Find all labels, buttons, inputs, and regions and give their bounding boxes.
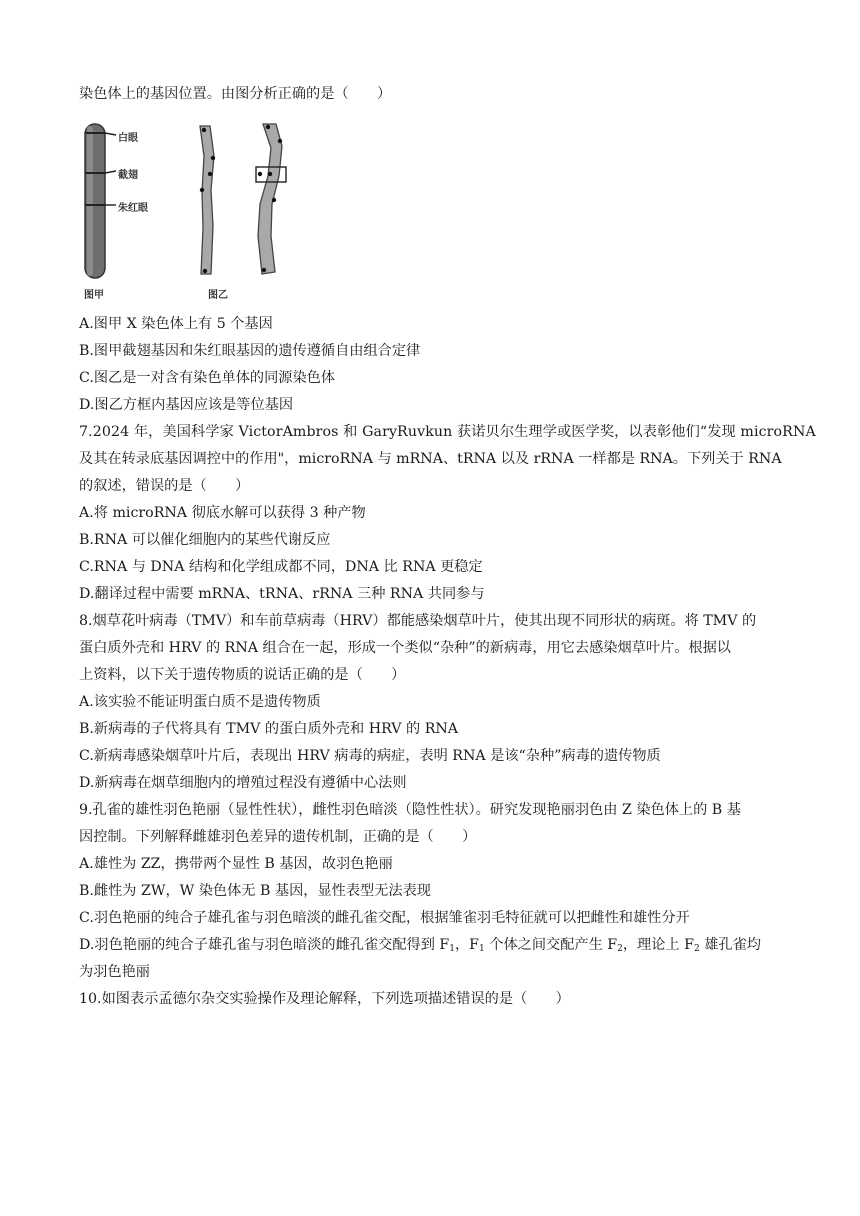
q9-stem-line-2: 因控制。下列解释雌雄羽色差异的遗传机制，正确的是（ ） <box>79 829 477 845</box>
q7-stem-line-2: 及其在转录底基因调控中的作用"，microRNA 与 mRNA、tRNA 以及 rRNA 一样都是 RNA。下列关于 RNA <box>79 451 782 467</box>
subscript-2: 2 <box>693 944 700 954</box>
q9-option-d-text-4: ，理论上 F <box>622 937 694 953</box>
q7-option-a: A.将 microRNA 彻底水解可以获得 3 种产物 <box>79 505 366 521</box>
chromosome-figure <box>78 116 298 302</box>
question-6-stem-end: 染色体上的基因位置。由图分析正确的是（ ） <box>79 86 392 102</box>
q9-option-d-text-2: ，F <box>454 937 480 953</box>
q9-option-d <box>79 935 761 959</box>
q8-stem-line-2: 蛋白质外壳和 HRV 的 RNA 组合在一起，形成一个类似“杂种”的新病毒，用它去感染烟草叶片。根据以 <box>79 640 731 656</box>
gene-label-vermilion-eye: 朱红眼 <box>118 203 148 214</box>
q6-option-a: A.图甲 X 染色体上有 5 个基因 <box>79 316 273 332</box>
subscript-1: 1 <box>479 944 485 954</box>
q8-stem-line-1: 8.烟草花叶病毒（TMV）和车前草病毒（HRV）都能感染烟草叶片，使其出现不同形状的病斑。将 TMV 的 <box>79 613 757 629</box>
q9-option-c: C.羽色艳丽的纯合子雄孔雀与羽色暗淡的雌孔雀交配，根据雏雀羽毛特征就可以把雌性和雄性分开 <box>79 910 690 926</box>
q8-option-a: A.该实验不能证明蛋白质不是遗传物质 <box>79 694 321 710</box>
q9-option-d-text-1: D.羽色艳丽的纯合子雄孔雀与羽色暗淡的雌孔雀交配得到 F <box>79 937 450 953</box>
q7-option-d: D.翻译过程中需要 mRNA、tRNA、rRNA 三种 RNA 共同参与 <box>79 586 485 602</box>
q9-stem-line-1: 9.孔雀的雄性羽色艳丽（显性性状），雌性羽色暗淡（隐性性状）。研究发现艳丽羽色由 Z 染色体上的 B 基 <box>79 802 741 818</box>
q7-option-c: C.RNA 与 DNA 结构和化学组成都不同，DNA 比 RNA 更稳定 <box>79 559 483 575</box>
q8-option-d: D.新病毒在烟草细胞内的增殖过程没有遵循中心法则 <box>79 775 407 791</box>
q8-stem-line-3: 上资料，以下关于遗传物质的说话正确的是（ ） <box>79 667 406 683</box>
subscript-1: 1 <box>449 944 455 954</box>
q9-option-b: B.雌性为 ZW，W 染色体无 B 基因，显性表型无法表现 <box>79 883 431 899</box>
q8-option-c: C.新病毒感染烟草叶片后，表现出 HRV 病毒的病症，表明 RNA 是该“杂种”病毒的遗传物质 <box>79 748 661 764</box>
chromosome-figure-svg <box>78 116 298 302</box>
q7-option-b: B.RNA 可以催化细胞内的某些代谢反应 <box>79 532 331 548</box>
chromosome-jia <box>85 124 116 278</box>
q7-stem-line-1: 7.2024 年，美国科学家 VictorAmbros 和 GaryRuvkun 获诺贝尔生理学或医学奖，以表彰他们“发现 microRNA <box>79 424 816 440</box>
q10-stem: 10.如图表示孟德尔杂交实验操作及理论解释，下列选项描述错误的是（ ） <box>79 991 570 1007</box>
q9-option-d-text-3: 个体之间交配产生 F <box>484 937 618 953</box>
q6-option-d: D.图乙方框内基因应该是等位基因 <box>79 397 294 413</box>
chromosome-yi <box>200 124 286 274</box>
q9-option-d-continuation: 为羽色艳丽 <box>79 964 150 980</box>
q6-option-b: B.图甲截翅基因和朱红眼基因的遗传遵循自由组合定律 <box>79 343 421 359</box>
subscript-2: 2 <box>617 944 623 954</box>
q9-option-a: A.雄性为 ZZ，携带两个显性 B 基因，故羽色艳丽 <box>79 856 393 872</box>
q6-option-c: C.图乙是一对含有染色单体的同源染色体 <box>79 370 336 386</box>
q9-option-d-text-5: 雄孔雀均 <box>699 937 761 953</box>
q8-option-b: B.新病毒的子代将具有 TMV 的蛋白质外壳和 HRV 的 RNA <box>79 721 459 737</box>
gene-label-white-eye: 白眼 <box>118 133 138 144</box>
figure-label-jia: 图甲 <box>84 290 104 301</box>
gene-label-truncated-wing: 截翅 <box>118 170 138 181</box>
figure-label-yi: 图乙 <box>208 290 228 301</box>
q7-stem-line-3: 的叙述，错误的是（ ） <box>79 478 250 494</box>
